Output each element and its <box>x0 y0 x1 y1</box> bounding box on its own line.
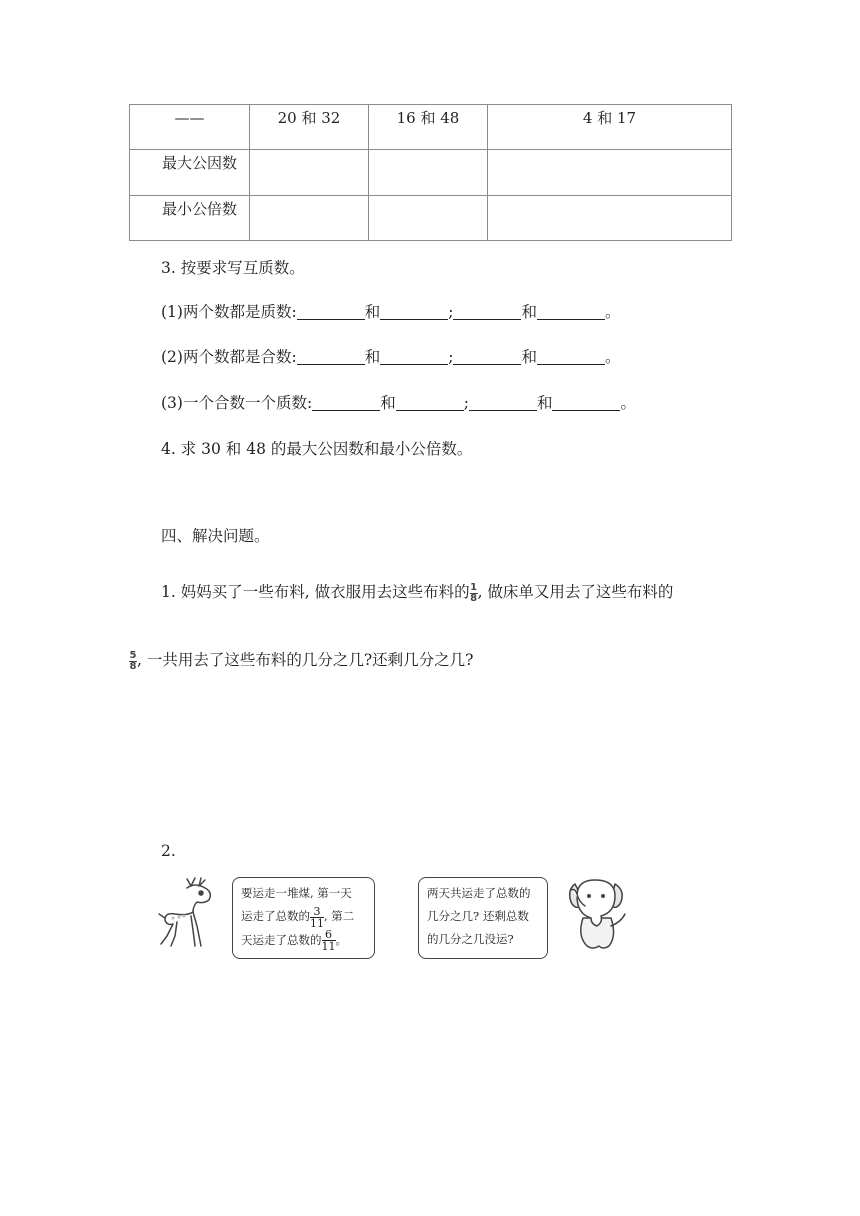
answer-cell[interactable] <box>369 195 488 240</box>
question-3-title: 3. 按要求写互质数。 <box>161 259 305 277</box>
question-4: 4. 求 30 和 48 的最大公因数和最小公倍数。 <box>161 440 473 458</box>
answer-blank[interactable] <box>469 394 537 411</box>
answer-cell[interactable] <box>488 195 732 240</box>
problem-1-text-b: , 做床单又用去了这些布料的 <box>477 583 674 601</box>
answer-cell[interactable] <box>250 195 369 240</box>
answer-cell[interactable] <box>369 150 488 195</box>
fraction-five-eighths: $\frac{5}{8}$ <box>129 649 137 672</box>
answer-blank[interactable] <box>380 348 448 365</box>
separator: ; <box>463 394 469 412</box>
fraction-three-elevenths: $\frac{3}{11}$ <box>310 904 324 930</box>
answer-blank[interactable] <box>312 394 380 411</box>
bubble-right-line-2: 几分之几? 还剩总数 <box>427 909 529 923</box>
period: 。 <box>604 348 621 366</box>
bubble-left-line-3: 天运走了总数的 $\frac{6}{11}$ 。 <box>241 928 347 953</box>
item-prefix: (2)两个数都是合数: <box>161 348 297 366</box>
question-3-item-1 <box>161 300 620 322</box>
problem-2-label: 2. <box>161 842 176 860</box>
fraction-one-eighth: $\frac{1}{8}$ <box>470 581 478 604</box>
row-label-gcd: 最大公因数 <box>130 150 250 195</box>
problem-1-line-2 <box>129 648 473 672</box>
problem-1-text-a: 1. 妈妈买了一些布料, 做衣服用去这些布料的 <box>161 583 470 601</box>
deer-illustration <box>157 876 217 948</box>
answer-blank[interactable] <box>552 394 620 411</box>
separator: ; <box>448 348 454 366</box>
answer-cell[interactable] <box>250 150 369 195</box>
bubble-right-line-1: 两天共运走了总数的 <box>427 886 531 900</box>
problem-1-text-c: , 一共用去了这些布料的几分之几?还剩几分之几? <box>137 651 474 669</box>
period: 。 <box>604 303 621 321</box>
answer-cell[interactable] <box>488 150 732 195</box>
fraction-six-elevenths: $\frac{6}{11}$ <box>321 928 336 953</box>
row-label-lcm: 最小公倍数 <box>130 195 250 240</box>
bubble-right-line-3: 的几分之几没运? <box>427 932 514 946</box>
word-and: 和 <box>364 303 381 321</box>
answer-blank[interactable] <box>297 303 365 320</box>
answer-blank[interactable] <box>380 303 448 320</box>
table-header-4-17: 4 和 17 <box>488 105 732 150</box>
item-prefix: (3)一个合数一个质数: <box>161 394 313 412</box>
table-header-20-32: 20 和 32 <box>250 105 369 150</box>
item-prefix: (1)两个数都是质数: <box>161 303 297 321</box>
speech-bubble-left <box>232 877 375 959</box>
answer-blank[interactable] <box>453 348 521 365</box>
table-header-16-48: 16 和 48 <box>369 105 488 150</box>
separator: ; <box>448 303 454 321</box>
word-and: 和 <box>364 348 381 366</box>
question-3-item-2 <box>161 345 620 367</box>
word-and: 和 <box>521 348 537 366</box>
word-and: 和 <box>536 394 553 412</box>
speech-bubble-right <box>418 877 548 959</box>
table-row <box>130 150 732 195</box>
answer-blank[interactable] <box>537 348 605 365</box>
period: 。 <box>620 394 636 412</box>
bubble-left-line-2: 运走了总数的 $\frac{3}{11}$ , 第二 <box>241 904 355 930</box>
question-3-item-3 <box>161 391 636 413</box>
table-row <box>130 195 732 240</box>
bubble-left-line-1: 要运走一堆煤, 第一天 <box>241 886 352 900</box>
problem-1-line-1 <box>161 580 673 604</box>
table-header-row <box>130 105 732 150</box>
answer-blank[interactable] <box>453 303 521 320</box>
elephant-illustration <box>563 876 631 952</box>
answer-blank[interactable] <box>297 348 365 365</box>
gcd-lcm-table <box>129 104 732 241</box>
section-4-title: 四、解决问题。 <box>161 527 270 545</box>
answer-blank[interactable] <box>396 394 464 411</box>
table-corner: —— <box>130 105 250 150</box>
word-and: 和 <box>521 303 537 321</box>
answer-blank[interactable] <box>537 303 605 320</box>
word-and: 和 <box>380 394 396 412</box>
